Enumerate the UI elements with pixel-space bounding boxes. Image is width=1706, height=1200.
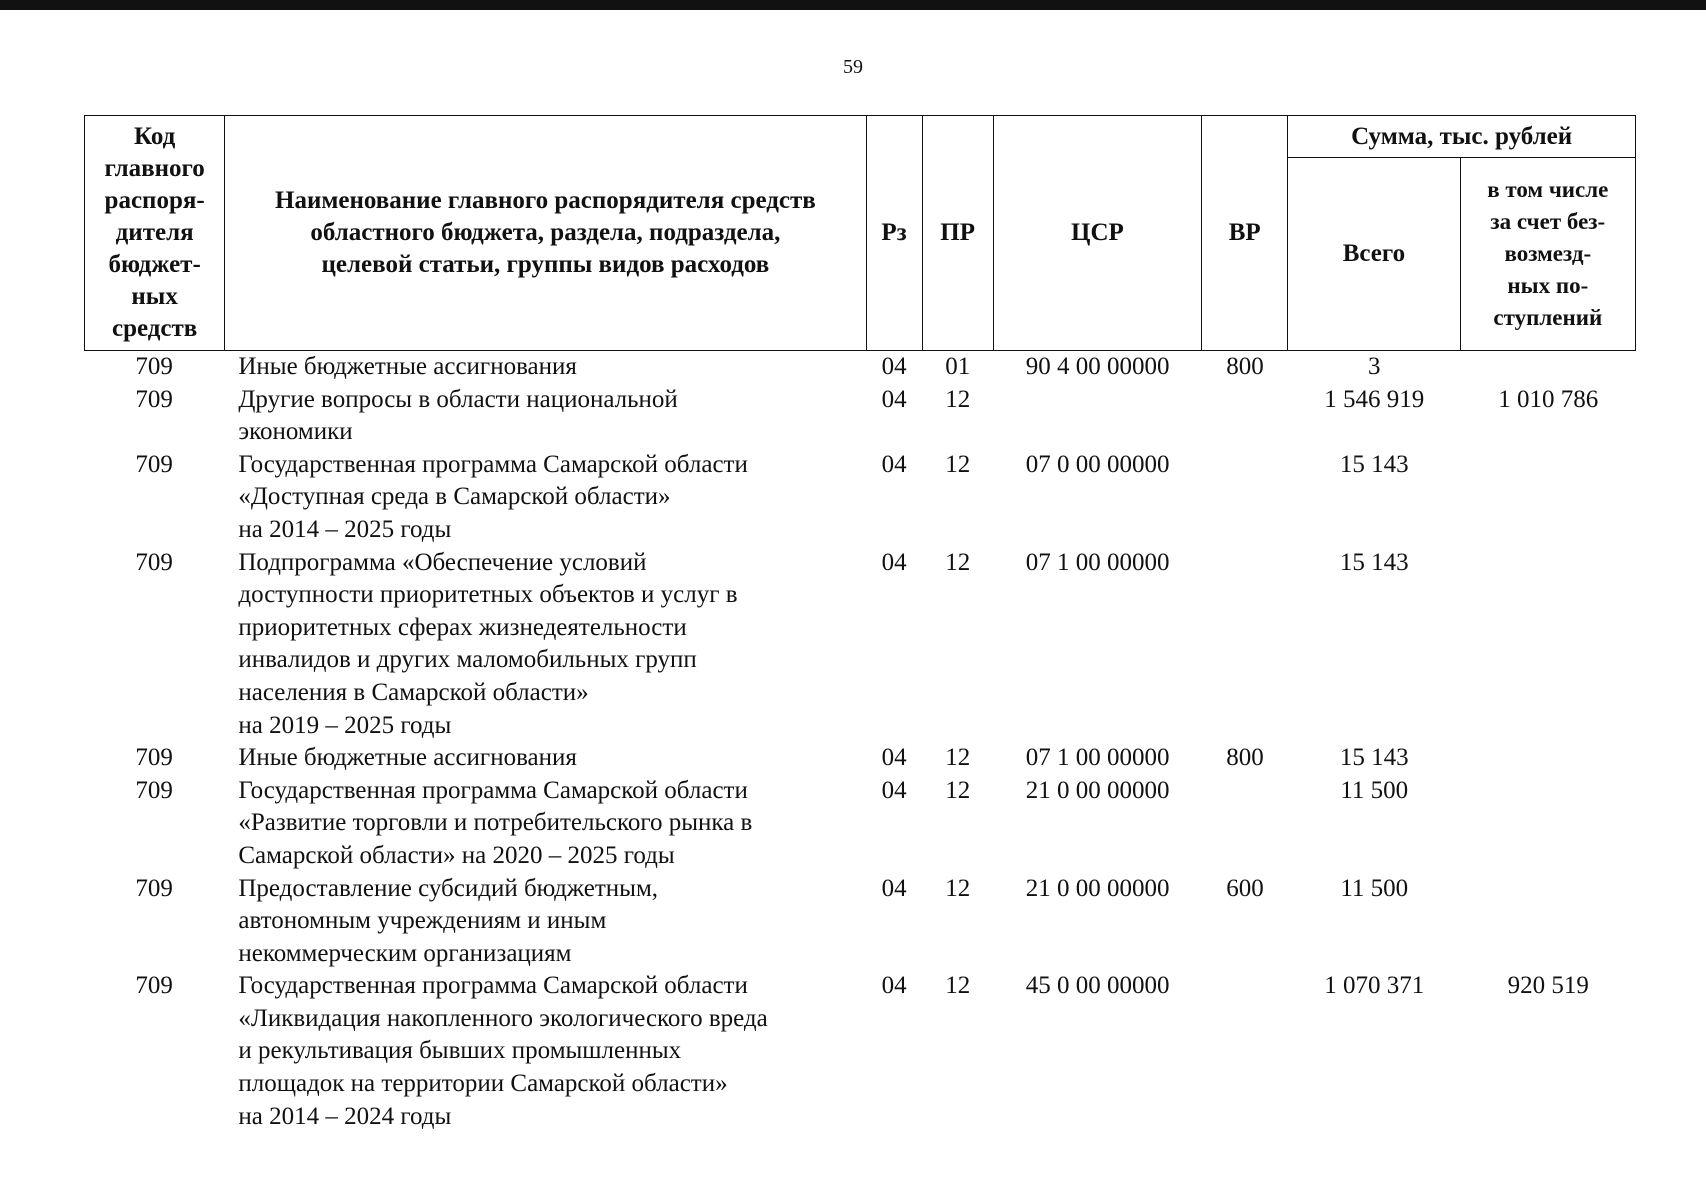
cell-name-line: площадок на территории Самарской области» [238,1070,728,1098]
cell-rz: 04 [881,353,907,380]
cell-pr: 01 [945,353,971,380]
table-row [84,384,1636,449]
cell-name-line: Иные бюджетные ассигнования [238,353,577,380]
cell-name-line: «Ликвидация накопленного экологического вреда [238,1004,768,1032]
cell-total: 3 [1368,353,1381,380]
cell-total: 15 143 [1339,548,1409,576]
cell-total: 15 143 [1339,744,1409,772]
cell-name-line: на 2014 – 2024 годы [238,1102,452,1130]
header-grant-line: возмезд- [1504,241,1592,266]
header-rz: Рз [866,116,922,351]
cell-name [224,384,866,449]
cell-csr: 45 0 00 00000 [1025,972,1170,1000]
cell-csr [993,384,1202,449]
cell-name-line: на 2014 – 2025 годы [238,515,452,543]
cell-rz: 04 [881,744,907,772]
table-row [84,873,1636,971]
cell-name-line: на 2019 – 2025 годы [238,711,452,739]
cell-grant [1461,742,1637,775]
cell-name-line: и рекультивация бывших промышленных [238,1037,682,1065]
cell-code: 709 [135,776,173,804]
table-row [84,742,1636,775]
cell-name-line: «Развитие торговли и потребительского рынка в [238,809,753,837]
cell-grant: 1 010 786 [1498,385,1599,413]
cell-name-line: Предоставление субсидий бюджетным, [238,874,659,902]
cell-name-line: населения в Самарской области» [238,678,589,706]
cell-rz: 04 [881,450,907,478]
cell-name [224,873,866,971]
cell-name-line: Другие вопросы в области национальной [238,385,678,413]
cell-code: 709 [135,548,173,576]
cell-total: 11 500 [1340,776,1409,804]
header-grant-line: за счет без- [1490,209,1606,234]
cell-csr: 07 0 00 00000 [1025,450,1170,478]
header-sum-title: Сумма, тыс. рублей [1288,116,1636,158]
cell-name [224,970,866,1133]
cell-name-line: приоритетных сферах жизнедеятельности [238,613,687,641]
cell-vr [1202,449,1288,547]
cell-grant [1461,873,1637,971]
header-csr: ЦСР [993,116,1201,351]
cell-code: 709 [135,972,173,1000]
cell-pr: 12 [945,385,971,413]
header-name-line: областного бюджета, раздела, подраздела, [310,219,781,246]
cell-grant: 920 519 [1507,972,1589,1000]
table-row [84,449,1636,547]
cell-vr [1202,547,1288,743]
cell-name [224,449,866,547]
cell-vr [1202,384,1288,449]
header-grant-line: ступлений [1493,305,1603,330]
cell-rz: 04 [881,776,907,804]
header-code-line: распоря- [104,187,205,214]
cell-rz: 04 [881,874,907,902]
cell-total: 11 500 [1340,874,1409,902]
cell-name [224,742,866,775]
cell-name-line: «Доступная среда в Самарской области» [238,483,671,511]
table-row [84,970,1636,1133]
table-row [84,547,1636,743]
header-grant-line: ных по- [1507,273,1589,298]
header-code-line: дителя [115,219,194,246]
header-grant [1460,158,1635,351]
header-name-line: целевой статьи, группы видов расходов [321,251,770,278]
cell-grant [1461,775,1637,873]
cell-pr: 12 [945,874,971,902]
cell-pr: 12 [945,776,971,804]
cell-total: 1 546 919 [1324,385,1425,413]
cell-name [224,547,866,743]
header-vr: ВР [1202,116,1288,351]
cell-csr: 21 0 00 00000 [1025,874,1170,902]
cell-name-line: автономным учреждениям и иным [238,907,607,935]
cell-vr [1202,970,1288,1133]
header-code-line: Код [133,123,176,150]
header-code-line: ных [131,283,178,310]
cell-total: 1 070 371 [1324,972,1425,1000]
budget-table [84,351,1636,1133]
cell-code: 709 [135,353,173,380]
cell-name [224,351,866,384]
cell-code: 709 [135,744,173,772]
header-total: Всего [1288,158,1460,351]
header-code-line: средств [111,315,198,342]
table-header [84,115,1636,351]
header-name [225,116,866,351]
page-number: 59 [843,56,863,78]
cell-name-line: Государственная программа Самарской области [238,972,748,1000]
cell-csr: 07 1 00 00000 [1025,548,1170,576]
cell-name-line: Подпрограмма «Обеспечение условий [238,548,647,576]
header-code [85,116,225,351]
cell-grant [1461,449,1637,547]
cell-name-line: доступности приоритетных объектов и услуг в [238,581,738,609]
header-name-line: Наименование главного распорядителя средств [275,187,816,214]
cell-vr: 800 [1226,353,1264,380]
cell-name-line: Самарской области» на 2020 – 2025 годы [238,841,675,869]
header-code-line: главного [104,155,205,182]
cell-rz: 04 [881,548,907,576]
header-code-line: бюджет- [108,251,201,278]
cell-code: 709 [135,385,173,413]
header-pr: ПР [922,116,993,351]
table-row [84,775,1636,873]
cell-name-line: Государственная программа Самарской области [238,450,748,478]
cell-name-line: Иные бюджетные ассигнования [238,744,577,772]
scan-top-border [0,0,1706,10]
cell-vr [1202,775,1288,873]
cell-csr: 90 4 00 00000 [1025,353,1170,380]
cell-grant [1461,351,1637,384]
cell-name-line: Государственная программа Самарской области [238,776,748,804]
cell-grant [1461,547,1637,743]
cell-pr: 12 [945,744,971,772]
cell-code: 709 [135,450,173,478]
cell-vr: 800 [1226,744,1264,772]
cell-pr: 12 [945,972,971,1000]
cell-csr: 21 0 00 00000 [1025,776,1170,804]
cell-name [224,775,866,873]
cell-csr: 07 1 00 00000 [1025,744,1170,772]
cell-name-line: экономики [238,418,353,446]
table-row [84,351,1636,384]
header-grant-line: в том числе [1487,177,1609,202]
cell-rz: 04 [881,385,907,413]
cell-name-line: инвалидов и других маломобильных групп [238,646,697,674]
cell-total: 15 143 [1339,450,1409,478]
cell-name-line: некоммерческим организациям [238,939,572,967]
cell-code: 709 [135,874,173,902]
cell-pr: 12 [945,548,971,576]
cell-vr: 600 [1226,874,1264,902]
cell-pr: 12 [945,450,971,478]
cell-rz: 04 [881,972,907,1000]
